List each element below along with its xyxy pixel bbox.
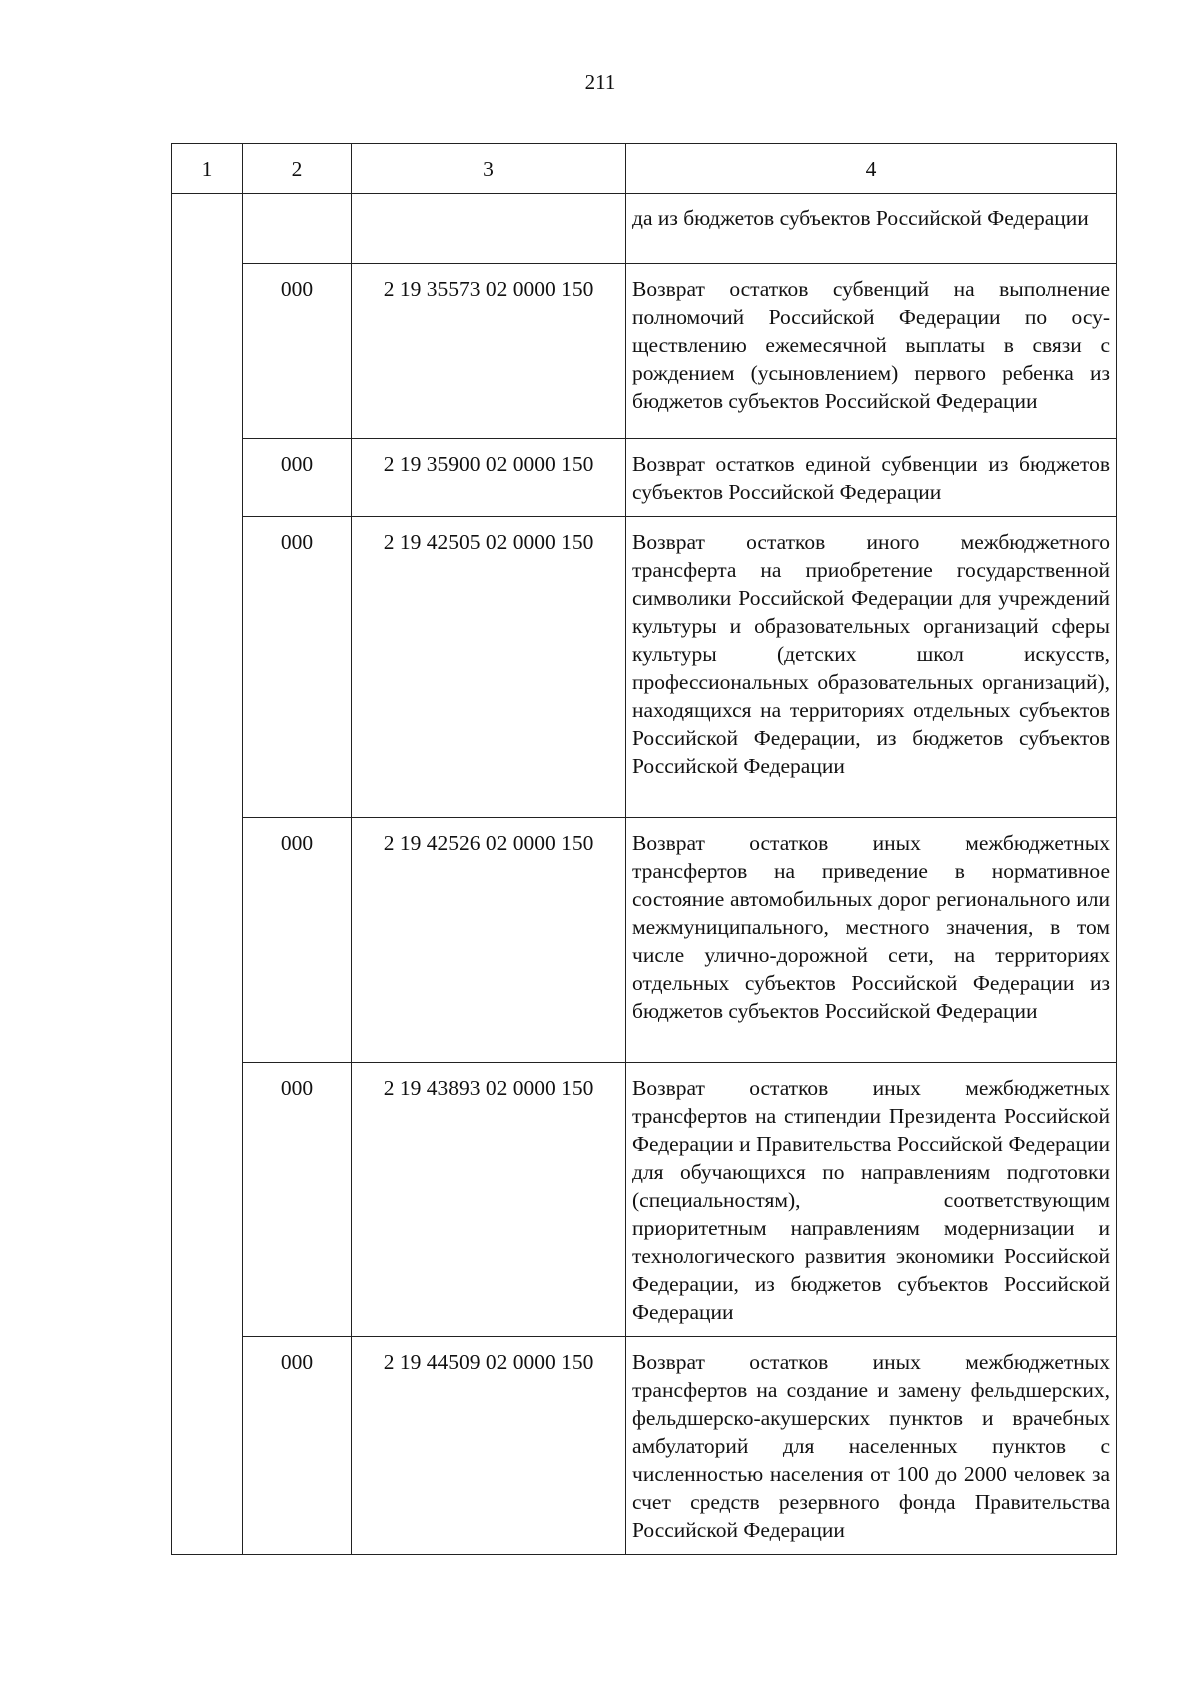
budget-code-cell [352,194,626,264]
merged-first-column-cell [172,194,243,1555]
budget-code-cell: 2 19 42505 02 0000 150 [352,517,626,818]
admin-code-cell: 000 [243,439,352,517]
table-row [172,439,1117,517]
budget-code-cell: 2 19 35573 02 0000 150 [352,264,626,439]
description-cell: Возврат остатков субвенций на выполнение полномочий Российской Федерации по осуществлению ежемесячной выплаты в связи с рождением (усыновлением) первого ребенка из бюджетов субъектов Российской Федерации [626,264,1117,439]
description-cell: да из бюджетов субъектов Российской Федерации [626,194,1117,264]
admin-code-cell: 000 [243,517,352,818]
table-row [172,1337,1117,1555]
table-row [172,1063,1117,1337]
header-col-2: 2 [243,144,352,194]
table-row [172,264,1117,439]
budget-code-table [171,143,1117,1555]
table-row [172,818,1117,1063]
header-col-1: 1 [172,144,243,194]
admin-code-cell: 000 [243,264,352,439]
budget-code-cell: 2 19 43893 02 0000 150 [352,1063,626,1337]
description-cell: Возврат остатков иного межбюджетного трансферта на приобретение государственной символики Российской Федерации для учреждений культуры и образовательных организаций сферы культуры (детских школ искусств, профессиональных образовательных организаций), находящихся на территориях отдельных субъектов Российской Федерации, из бюджетов субъектов Российской Федерации [626,517,1117,818]
description-cell: Возврат остатков иных межбюджетных трансфертов на стипендии Президента Российской Федерации и Правительства Российской Федерации для обучающихся по направлениям подготовки (специальностям), соответствующим приоритетным направлениям модернизации и технологического развития экономики Российской Федерации, из бюджетов субъектов Российской Федерации [626,1063,1117,1337]
page-number: 211 [584,70,616,94]
budget-code-cell: 2 19 35900 02 0000 150 [352,439,626,517]
header-col-4: 4 [626,144,1117,194]
budget-code-cell: 2 19 42526 02 0000 150 [352,818,626,1063]
table-header-row [172,144,1117,194]
table-row [172,194,1117,264]
description-cell: Возврат остатков единой субвенции из бюджетов субъектов Российской Федерации [626,439,1117,517]
budget-code-cell: 2 19 44509 02 0000 150 [352,1337,626,1555]
header-col-3: 3 [352,144,626,194]
description-cell: Возврат остатков иных межбюджетных трансфертов на приведение в нормативное состояние автомобильных дорог регионального или межмуниципального, местного значения, в том числе улично-дорожной сети, на территориях отдельных субъектов Российской Федерации из бюджетов субъектов Российской Федерации [626,818,1117,1063]
admin-code-cell: 000 [243,818,352,1063]
description-cell: Возврат остатков иных межбюджетных трансфертов на создание и замену фельдшерских, фельдшерско-акушерских пунктов и врачебных амбулаторий для населенных пунктов с численностью населения от 100 до 2000 человек за счет средств резервного фонда Правительства Российской Федерации [626,1337,1117,1555]
admin-code-cell [243,194,352,264]
admin-code-cell: 000 [243,1063,352,1337]
table-row [172,517,1117,818]
admin-code-cell: 000 [243,1337,352,1555]
